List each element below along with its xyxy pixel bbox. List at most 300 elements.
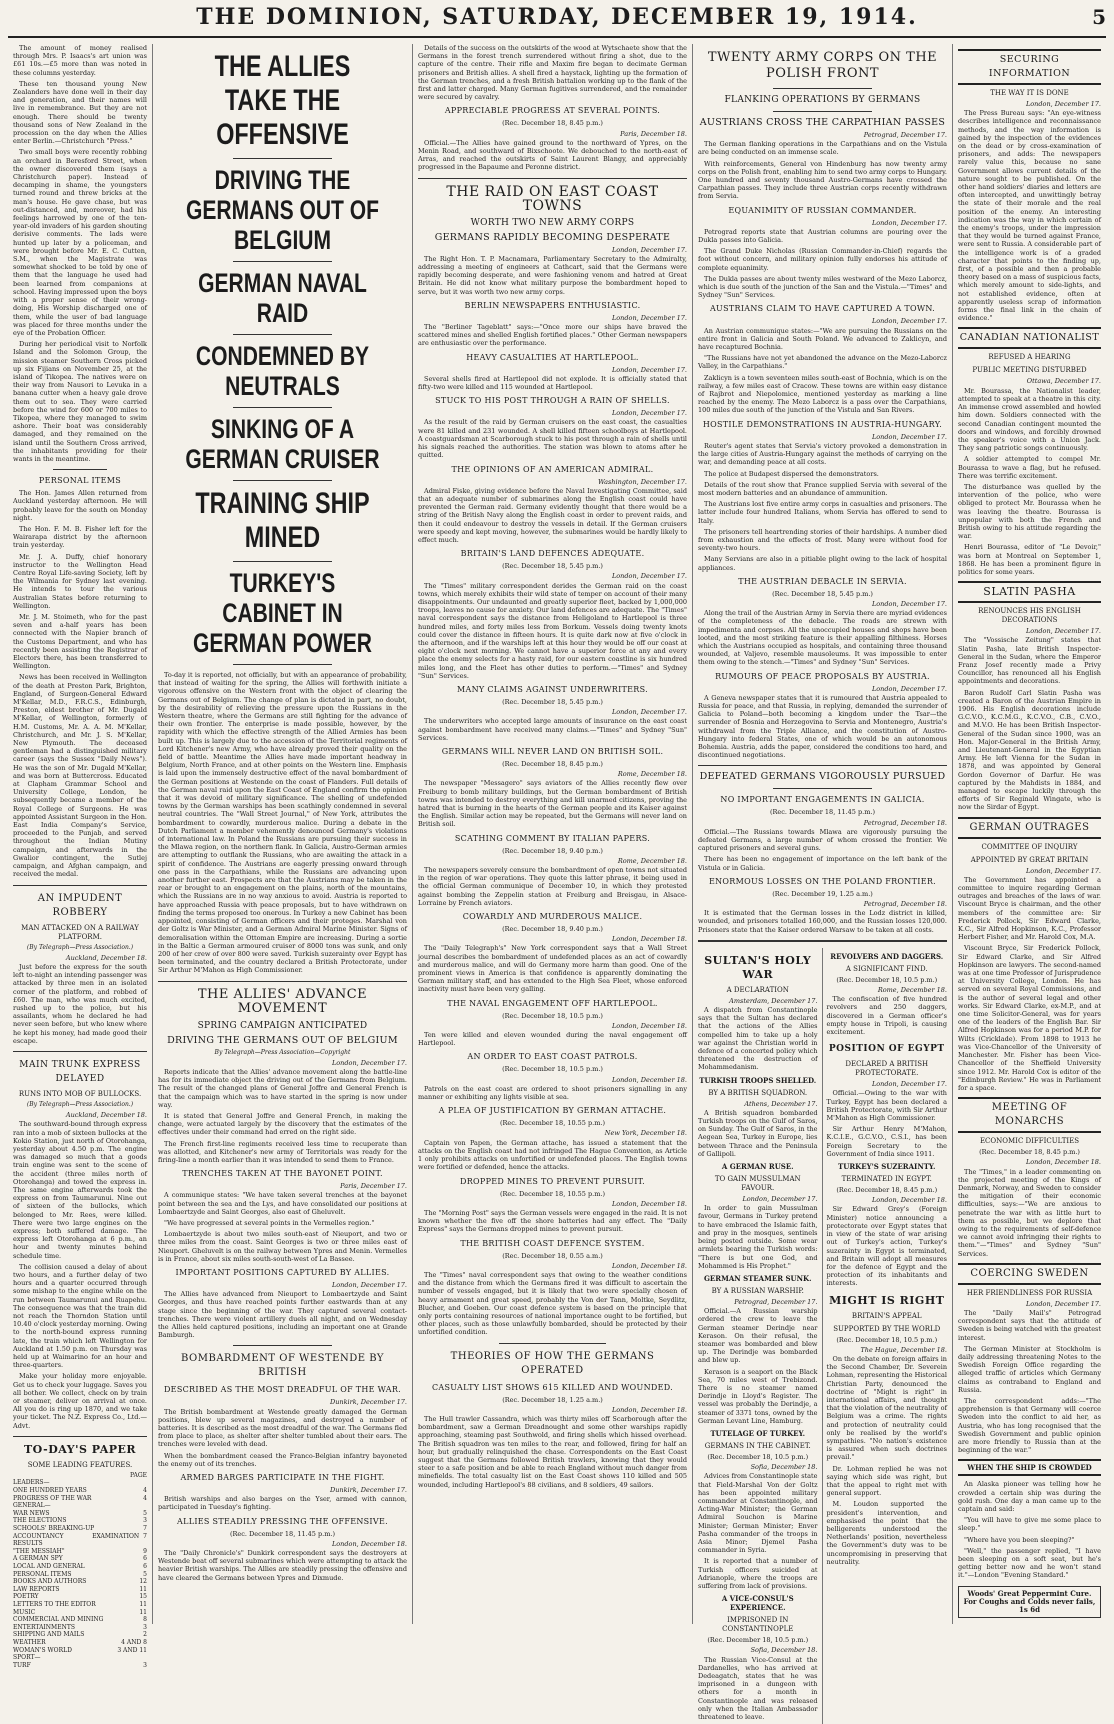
- index-row: [13, 1555, 147, 1563]
- dateline: Petrograd, December 18.: [863, 900, 947, 909]
- index-label-row: PAGE: [130, 1471, 147, 1479]
- index-row: [13, 1510, 147, 1518]
- paragraph: Mr. Bourassa, the Nationalist leader, attempted to speak at a theatre in this city. An immense crowd assembled and howled him down. Soldiers connected with the second Canadian contingent mounted the doors and windows, and forcibly drowned the speaker's voice with a Union Jack. They sang patriotic songs continuously.: [958, 386, 1101, 453]
- divider: [233, 561, 333, 562]
- page-number: 5: [1092, 5, 1106, 29]
- paragraph: When the bombardment ceased the Franco-Belgian infantry bayoneted the enemy out of its trenches.: [158, 1451, 407, 1468]
- article-subheading: A DECLARATION: [726, 985, 789, 994]
- index-item-label: WEATHER: [13, 1638, 46, 1646]
- paragraph: The underwriters who accepted large amounts of insurance on the east coast against bombardment have received many claims.—"Times" and Sydney "Sun" Services.: [418, 717, 687, 742]
- paragraph: There has been no engagement of importance on the left bank of the Vistula or in Galicia.: [698, 855, 947, 872]
- index-item-label: "THE MESSIAH": [13, 1547, 65, 1555]
- dateline: London, December 17.: [331, 1058, 407, 1067]
- article-headline: GERMAN OUTRAGES: [958, 817, 1101, 839]
- paragraph: The Right Hon. T. P. Macnamara, Parliamentary Secretary to the Admiralty, addressing a meeting of engineers at Cathcart, said that the Germans were rapidly becoming desperate, and were fashioning venom and hatred at Great Britain. He did not know what military purpose the bombardment hoped to serve, but it was worth two new army corps.: [418, 254, 687, 296]
- received-line: (Rec. December 18, 10.5 p.m.): [502, 1065, 603, 1074]
- dateline: London, December 18.: [611, 1405, 687, 1414]
- article-subheading: BY A RUSSIAN WARSHIP.: [711, 1286, 804, 1295]
- article-subheading: RENOUNCES HIS ENGLISH DECORATIONS: [978, 607, 1081, 625]
- received-line: (Rec. December 18, 10.55 p.m.): [499, 1189, 605, 1198]
- paragraph: The "Daily Telegraph's" New York correspondent says that a Wall Street journal describes the bombardment of undefended places as an act of cowardly and murderous malice, and will do Germany more harm than good. One of the prominent views in America is that confidence is apparently dominating the German military staff, and has extended to the High Sea Fleet, whose enforced inactivity must have been very galling.: [418, 944, 687, 994]
- dateline: London, December 17.: [1025, 866, 1101, 875]
- index-item-label: ACCOUNTANCY EXAMINATION RESULTS: [13, 1532, 140, 1548]
- dateline: London, December 17.: [871, 684, 947, 693]
- article-subheading: TERMINATED IN EGYPT.: [841, 1175, 932, 1184]
- paragraph: The "Vossische Zeitung" states that Slatin Pasha, late British Inspector-General in the Sudan, where the Emperor Franz Josef recently made a Privy Councillor, has renounced all his English appointments and decorations.: [958, 636, 1101, 686]
- paragraph: The Government has appointed a committee to inquire regarding German outrages and breaches of the laws of war. Viscount Bryce is chairman, and the other members of the committee are: Sir Frederick Pollock, Sir Edward Clarke, K.C., Sir Alfred Hopkinson, K.C., Professor Herbert Fisher, and Mr. Harold Cox, M.A.: [958, 875, 1101, 942]
- index-row: [13, 1548, 147, 1556]
- paragraph: A dispatch from Constantinople says that the Sultan has declared that the actions of the Allies compelled him to take up a holy war against the Christian world in defence of a concerted policy which threatened the destruction of Mohammedanism.: [698, 1006, 818, 1072]
- article-headline: THE ALLIES' ADVANCE MOVEMENT: [197, 986, 368, 1016]
- dateline: Dunkirk, December 17.: [329, 1398, 407, 1407]
- paragraph: Sir Arthur Henry M'Mahon, K.C.I.E., G.C.V.O., C.S.I., has been Foreign Secretary to the Government of India since 1911.: [826, 1125, 947, 1158]
- article-subheading: GERMANS WILL NEVER LAND ON BRITISH SOIL.: [441, 746, 664, 756]
- paragraph: Several shells fired at Hartlepool did not explode. It is officially stated that fifty-two were killed and 115 wounded at Hartlepool.: [418, 374, 687, 392]
- column-2: [153, 44, 413, 1624]
- paragraph: The Hon. James Allen returned from Auckland yesterday afternoon. He will probably leave for the south on Monday night.: [13, 489, 147, 522]
- dateline: Dunkirk, December 17.: [329, 1486, 407, 1495]
- paragraph: The Austrians lost five entire army corps in casualties and prisoners. The latter include four hundred Italians, whom Servia has offered to send to Italy.: [698, 500, 947, 525]
- index-item-page: 12: [139, 1578, 147, 1586]
- article-subheading: TO GAIN MUSSULMAN FAVOUR.: [714, 1175, 801, 1193]
- dateline: London, December 18.: [331, 1539, 407, 1548]
- index-item-page: [143, 1502, 147, 1510]
- index-row: [13, 1525, 147, 1533]
- dateline: Paris, December 18.: [620, 129, 687, 138]
- index-row: [13, 1479, 147, 1487]
- index-item-page: 3 AND 11: [117, 1646, 147, 1654]
- dateline: London, December 18.: [611, 1261, 687, 1270]
- article-subheading: GERMANS IN THE CABINET.: [704, 1441, 811, 1450]
- paragraph: It is reported that a number of Turkish officers suicided at Adrianople, where the troops are suffering from lack of provisions.: [698, 1557, 818, 1590]
- received-line: (Rec. December 18, 0.55 a.m.): [502, 1251, 603, 1260]
- paragraph: Mr. J. A. Duffy, chief honorary instructor to the Wellington Head Centre Royal Life-saving Society, left by the Wilmania for Sydney last evening. He intends to tour the various Australian States before returning to Wellington.: [13, 552, 147, 610]
- article-headline: MAIN TRUNK EXPRESS DELAYED: [19, 1059, 141, 1084]
- article-subheading: APPRECIABLE PROGRESS AT SEVERAL POINTS.: [444, 106, 661, 116]
- article-subheading: APPOINTED BY GREAT BRITAIN: [970, 855, 1089, 864]
- article-subheading: THE AUSTRIAN DEBACLE IN SERVIA.: [738, 576, 907, 586]
- paragraph: Lombaertzyde is about two miles south-east of Nieuport, and two or three miles from the coast. Saint Georges is two or three miles east of Nieuport. Gheluvelt is on the railway between Ypres and Menin. Vermelles is in France, about six miles south-south-west of La Bassee.: [158, 1230, 407, 1263]
- received-line: (Rec. December 18, 10.5 p.m.): [707, 1636, 809, 1645]
- index-item-label: COMMERCIAL AND MINING: [13, 1616, 104, 1624]
- article-subheading: PUBLIC MEETING DISTURBED: [972, 366, 1087, 375]
- lead-paragraph: To-day it is reported, not officially, but with an appearance of probability, that instead of waiting for the spring, the Allies will forthwith initiate a vigorous offensive on the Western front with the object of clearing the Germans out of Belgium. The change of plan is dictated in part, no doubt, by the desirability of relieving the pressure upon the Russians in the Western theatre, where the Germans are still fighting for the advance of their own frontier. The enterprise is made possible, however, by the rapidity with which the effective strength of the Allied Armies has been built up. This is largely due to the accession of the Territorial regiments of Lord Kitchener's new Army, who have already proved their quality on the field of battle. Meantime the Allies have made important headway in Belgium, North France, and at other points on the Western line. Emphasis is laid upon the immensely destructive effect of the naval bombardment of the German positions at Westende on the coast of Flanders. Full details of the German naval raid upon the East Coast of England confirm the opinion that it was devoid of military significance. The shelling of undefended towns by the German warships has been scathingly condemned in several neutral countries. The "Wall Street Journal," of New York, attributes the bombardment to cowardly, murderous malice. During a debate in the Dutch Parliament a member vehemently denounced Germany's violations of international law. In Poland the Russians are pursuing their success in the Mlawa region, on the northern flank. In Galicia, Austro-German armies are attempting to outflank the Russians, who are awaiting the attack in a spirit of confidence. The Austrians are eagerly pressing onward through one pass in the Carpathians, while the Russians are advancing upon another further east. Prospects are that the Austrians may be taken in the rear or brought to an engagement on the plains, north of the mountains, which the Russians are in no way anxious to avoid. Austria is reported to have approached Russia with peace proposals, but to have withdrawn on finding the terms proposed too onerous. In Turkey a new Cabinet has been appointed, consisting of German officers and their proteges. Marshal von der Goltz is War Minister, and a German Admiral Marine Minister. Signs of demoralisation within the Ottoman Empire are increasing. During a sortie in the Baltic a German armoured cruiser of 8000 tons was sunk, and only 200 of her crew of over 800 were saved. Turkish suzerainty over Egypt has been terminated, and the country declared a British Protectorate, under Sir Arthur M'Mahon as High Commissioner.: [158, 671, 407, 975]
- index-row: [13, 1517, 147, 1525]
- divider: [698, 940, 947, 942]
- received-line: (Rec. December 18, 5.45 p.m.): [502, 562, 603, 571]
- dateline: London, December 17.: [742, 1195, 818, 1204]
- divider: [773, 111, 873, 112]
- received-line: (Rec. December 18, 10.55 p.m.): [499, 1119, 605, 1128]
- paragraph: Details of the rout show that France supplied Servia with several of the most modern batteries and an abundance of ammunition.: [698, 480, 947, 497]
- article-subheading: THE NAVAL ENGAGEMENT OFF HARTLEPOOL.: [447, 998, 658, 1008]
- headline-deck: SINKING OF A GERMAN CRUISER: [185, 414, 380, 474]
- divider: [418, 178, 687, 179]
- index-item-page: 3: [143, 1661, 147, 1669]
- paragraph: "The Russians have not yet abandoned the advance on the Mezo-Laborcz Valley, in the Carpathians.": [698, 354, 947, 371]
- paragraph: Two small boys were recently robbing an orchard in Beresford Street, when the owner discovered them (says a Christchurch paper). Instead of decamping in shame, the youngsters turned round and threw bricks at the man's house. He gave chase, but was out-distanced, and, moreover, had his feelings harrowed by one of the ten-year-old invaders of his garden shouting derisive comments. The lads were hunted up later by a policeman, and were brought before Mr. E. C. Cutten, S.M., when the Magistrate was somewhat shocked to be told by one of them that the language he used had been learned from companions at school. Having impressed upon the boys with a proper sense of their wrong-doing, His Worship discharged one of them, while the user of bad language was placed for three months under the eye of the Probation Officer.: [13, 148, 147, 337]
- received-line: (Rec. December 19, 1.25 a.m.): [772, 889, 873, 898]
- paragraph: "We have progressed at several points in the Vermelles region.": [164, 1218, 375, 1227]
- paragraph: A soldier attempted to compel Mr. Bourassa to wave a flag, but he refused. There was terrific excitement.: [958, 455, 1101, 480]
- headline-deck: DRIVING THE GERMANS OUT OF BELGIUM: [185, 165, 380, 255]
- index-item-page: 5: [143, 1509, 147, 1517]
- index-row: [13, 1533, 147, 1548]
- paragraph: The "Daily Mail's" Petrograd correspondent says that the attitude of Sweden is being watched with the greatest interest.: [958, 1308, 1101, 1342]
- dateline: New York, December 18.: [604, 1129, 687, 1138]
- paragraph: Official.—A Russian warship ordered the crew to leave the German steamer Derindje near Kerason. On their refusal, the steamer was bombarded and blew up. The Derindje was bombarded and blew up.: [698, 1307, 818, 1365]
- article-subheading: MANY CLAIMS AGAINST UNDERWRITERS.: [457, 684, 648, 694]
- index-item-label: SHIPPING AND MAILS: [13, 1631, 85, 1639]
- paragraph: Kerason is a seaport on the Black Sea, 70 miles west of Trebizond. There is no steamer named Derindje in Lloyd's Register. The vessel was probably the Derindje, a steamer of 3371 tons, owned by the German Levant Line, Hamburg.: [698, 1367, 818, 1425]
- dateline: London, December 17.: [871, 317, 947, 326]
- article-headline: SECURING INFORMATION: [958, 49, 1101, 85]
- paragraph: It is estimated that the German losses in the Lodz district in killed, wounded, and prisoners totalled 160,000, and the Russian losses 120,000. Prisoners state that the Kaiser ordered Warsaw to be taken at all costs.: [698, 909, 947, 934]
- column-4: [693, 44, 953, 1722]
- dateline: London, December 17.: [871, 218, 947, 227]
- index-item-page: 6: [143, 1555, 147, 1563]
- paragraph: The German flanking operations in the Carpathians and on the Vistula are being conducted on an immense scale.: [698, 140, 947, 157]
- article-subheading: A GERMAN RUSE.: [721, 1162, 794, 1172]
- dateline: London, December 17.: [611, 245, 687, 254]
- index-item-label: LEADERS—: [13, 1479, 50, 1487]
- column-1: [8, 44, 153, 1669]
- dateline: London, December 17.: [871, 599, 947, 608]
- article-headline: SLATIN PASHA: [958, 581, 1101, 603]
- paragraph: The Hon. F. M. B. Fisher left for the Wairarapa district by the afternoon train yesterday.: [13, 524, 147, 550]
- index-row: [13, 1487, 147, 1495]
- received-line: (Rec. December 18, 10.5 p.m.): [707, 1452, 809, 1461]
- paragraph: An Alaska pioneer was telling how he crowded a certain ship was during the gold rush. One day a man came up to the captain and said:: [958, 1480, 1101, 1514]
- article-subheading: A VICE-CONSUL'S EXPERIENCE.: [721, 1594, 794, 1613]
- article-subheading: COMMITTEE OF INQUIRY: [981, 842, 1078, 851]
- dateline: Petrograd, December 18.: [863, 818, 947, 827]
- columns: [8, 44, 1106, 1722]
- paragraph: Ten were killed and eleven wounded during the naval engagement off Hartlepool.: [418, 1031, 687, 1048]
- article-subheading: GERMANS RAPIDLY BECOMING DESPERATE: [434, 231, 671, 243]
- dateline: Washington, December 17.: [597, 477, 687, 486]
- dateline: London, December 17.: [1025, 1299, 1101, 1308]
- paragraph: The disturbance was quelled by the intervention of the police, who were obliged to protect Mr. Bourassa when he was leaving the theatre. Bourassa is unpopular with both the French and British owing to his attitude regarding the war.: [958, 482, 1101, 541]
- divider: [233, 334, 333, 335]
- paragraph: Petrograd reports state that Austrian columns are pouring over the Dukla passes into Galicia.: [698, 227, 947, 245]
- article-subheading: MAN ATTACKED ON A RAILWAY PLATFORM.: [21, 923, 139, 941]
- index-row: [13, 1586, 147, 1594]
- received-line: (Rec. December 18, 11.45 p.m.): [229, 1529, 335, 1538]
- index-item-page: 4 AND 8: [121, 1638, 147, 1646]
- dateline: The Hague, December 18.: [860, 1345, 947, 1354]
- divider: [499, 1343, 607, 1344]
- paragraph: Just before the express for the south left to-night an intending passenger was attacked by three men in an isolated corner of the platform, and robbed of £60. The man, who was much excited, rushed up to the police, but his assailants, whom he declared he had never seen before, but who knew where he kept his money, had made good their escape.: [13, 962, 147, 1045]
- index-row: [13, 1647, 147, 1655]
- article-headline: MIGHT IS RIGHT: [829, 1293, 945, 1307]
- index-item-label: SCHOOLS' BREAKING-UP: [13, 1525, 95, 1533]
- paragraph: "Where have you been sleeping?": [964, 1535, 1075, 1544]
- dateline: London, December 17.: [611, 365, 687, 374]
- headline-deck: GERMAN NAVAL RAID: [198, 268, 367, 328]
- dateline: Petrograd, December 17.: [863, 131, 947, 139]
- paragraph: Dr. Lohman replied he was not saying which side was right, but that the appeal to right met with general support.: [826, 1464, 947, 1498]
- paragraph: Advices from Constantinople state that Field-Marshal Von der Goltz has been appointed military commander at Constantinople, and Acting-War Minister; the German Admiral Souchon is Marine Minister; German Minister; Enver Pasha commander of the troops in Asia Minor; Djemel Pasha commander in Syria.: [698, 1472, 818, 1555]
- index-item-label: WAR NEWS: [13, 1509, 50, 1517]
- article-subheading: COWARDLY AND MURDEROUS MALICE.: [462, 912, 643, 922]
- received-line: (Rec. December 18, 10.5 p.m.): [836, 975, 938, 984]
- article-subheading: STUCK TO HIS POST THROUGH A RAIN OF SHELLS.: [435, 396, 670, 406]
- index-item-page: 7: [143, 1525, 147, 1533]
- divider: [233, 480, 333, 481]
- index-item-label: MUSIC: [13, 1608, 36, 1616]
- paragraph: The "Morning Post" says the German vessels were engaged in the raid. It is not known whether the five off the shore batteries had any effect. The "Daily Express" says the Germans dropped mines to prevent pursuit.: [418, 1208, 687, 1234]
- divider: [698, 765, 947, 766]
- dateline: London, December 17.: [611, 409, 687, 418]
- received-line: (Rec. December 18, 8.45 p.m.): [979, 1148, 1080, 1157]
- index-row: [13, 1578, 147, 1586]
- article-subheading: DESCRIBED AS THE MOST DREADFUL OF THE WAR.: [163, 1385, 402, 1395]
- article-subheading: HER FRIENDLINESS FOR RUSSIA: [966, 1288, 1093, 1297]
- paragraph: A communique states: "We have taken several trenches at the bayonet point between the sea and the Lys, and have consolidated our positions at Lombaertzyde and Saint Georges, also east of Gheluvelt.: [158, 1191, 407, 1216]
- divider: [233, 1345, 333, 1346]
- received-line: (Rec. December 18, 9.40 p.m.): [502, 925, 603, 934]
- section-heading: PERSONAL ITEMS: [38, 476, 122, 486]
- article-subheading: AUSTRIANS CLAIM TO HAVE CAPTURED A TOWN.: [709, 304, 936, 314]
- paragraph: The British bombardment at Westende greatly damaged the German positions, blew up several magazines, and destroyed a number of batteries. It is described as the most dreadful of the war. The Germans fled from place to place, as shelter after shelter tumbled about their ears. The trenches were leveled with dead.: [158, 1407, 407, 1449]
- index-row: [13, 1609, 147, 1617]
- paragraph: The French first-line regiments received less time to recuperate than was allotted, and Kitchener's new army of Territorials was ready for the firing-line a month earlier than it was intended to send them to France.: [158, 1139, 407, 1164]
- article-subheading: THE WAY IT IS DONE: [990, 89, 1069, 97]
- article-subheading: RUNS INTO MOB OF BULLOCKS.: [18, 1089, 142, 1098]
- paragraph: Many Servians are also in a pitiable plight owing to the lack of hospital appliances.: [698, 555, 947, 572]
- article-subheading: AN ORDER TO EAST COAST PATROLS.: [467, 1052, 638, 1062]
- received-line: (Rec. December 18, 8.45 p.m.): [502, 759, 603, 768]
- article-headline: BOMBARDMENT OF WESTENDE BY BRITISH: [181, 1353, 384, 1379]
- paragraph: The Russian Vice-Consul at the Dardanelles, who has arrived at Dedeagatch, states that he was imprisoned in a dungeon with others for a month in Constantinople and was released only when the Italian Ambassador threatened to leave.: [698, 1655, 818, 1722]
- index-row: [13, 1601, 147, 1609]
- received-line: (Rec. December 18, 8.45 p.m.): [502, 119, 603, 128]
- article-subheading: A PLEA OF JUSTIFICATION BY GERMAN ATTACHE.: [438, 1106, 667, 1116]
- article-subheading: ALLIES STEADILY PRESSING THE OFFENSIVE.: [177, 1516, 388, 1526]
- article-subheading: CASUALTY LIST SHOWS 615 KILLED AND WOUNDED.: [431, 1382, 674, 1392]
- article-subheading: IMPRISONED IN CONSTANTINOPLE: [722, 1616, 794, 1634]
- paragraph: The police at Budapest dispersed the demonstrators.: [704, 469, 879, 478]
- dateline: Amsterdam, December 17.: [729, 996, 818, 1005]
- index-item-label: GENERAL—: [13, 1502, 51, 1510]
- paragraph: The southward-bound through express ran into a mob of sixteen bullocks at the Kokio Station, just north of Otorohanga, yesterday about 4.50 p.m. The engine was damaged so much that a goods train engine was sent to the scene of the accident (three miles north of Otorohanga) and towed the express in. The same engine afterwards took the express on from Taumarunui. Nine out of sixteen of the bullocks, which belonged to Mr. Rees, were killed. There were two large engines on the express; both suffered damage. The express left Otorohanga at 6 p.m., an hour and twenty minutes behind schedule time.: [13, 1120, 147, 1260]
- paragraph: These ten thousand young New Zealanders have done well in their day and generation, and their names will live in remembrance. But they are not enough. There should be twenty thousand sons of New Zealand in the procession on the day when the Allies enter Berlin.—Christchurch "Press.": [13, 79, 147, 146]
- divider: [773, 788, 873, 789]
- paragraph: British warships and also barges on the Yser, armed with cannon, participated in Tuesday's fighting.: [158, 1495, 407, 1512]
- index-item-label: THE ELECTIONS: [13, 1517, 67, 1525]
- article-subheading: BRITAIN'S APPEAL: [851, 1311, 922, 1320]
- dateline: London, December 17.: [611, 572, 687, 581]
- index-item-label: PERSONAL ITEMS: [13, 1570, 72, 1578]
- index-item-label: PROGRESS OF THE WAR: [13, 1494, 92, 1502]
- divider: [53, 469, 107, 470]
- paragraph: A British squadron bombarded Turkish troops on the Gulf of Saros, on Sunday. The Gulf of Saros, in the Aegean Sea, Turkey in Europe, lies between Thrace and the Peninsula of Gallipoli.: [698, 1108, 818, 1158]
- received-line: (Rec. December 18, 8.45 p.m.): [836, 1186, 938, 1195]
- index-item-label: ONE HUNDRED YEARS: [13, 1487, 87, 1495]
- index-item-label: POETRY: [13, 1593, 39, 1601]
- main-headline: THE ALLIES TAKE THE OFFENSIVE: [214, 50, 351, 151]
- index-row: [13, 1593, 147, 1601]
- paragraph: The "Daily Chronicle's" Dunkirk correspondent says the destroyers at Westende beat off several submarines which were attempting to attack the heavier British warships. The Allies are steadily pressing the offensive and have cleared the Germans between Ypres and Dixmude.: [158, 1549, 407, 1582]
- paragraph: Make your holiday more enjoyable. Get us to check your luggage. Saves you all bother. We collect, check on by train or steamer, deliver on arrival at once. All you do is ring up 1870, and we take your ticket. The N.Z. Express Co., Ltd.—Advt.: [13, 1372, 147, 1430]
- divider: [13, 1436, 147, 1437]
- dateline: London, December 17.: [611, 708, 687, 717]
- index-item-page: 5: [143, 1570, 147, 1578]
- index-item-page: 4: [143, 1487, 147, 1495]
- article-subheading: DROPPED MINES TO PREVENT PURSUIT.: [460, 1176, 645, 1186]
- article-headline: SULTAN'S HOLY WAR: [704, 953, 812, 981]
- index-row: [13, 1502, 147, 1510]
- paragraph: Official.—The Allies have gained ground to the northward of Ypres, on the Menin Road, and southward of Bixschoote. We debouched to the north-east of Arras, and reached the outskirts of Saint Laurent Blangy, and appreciably progressed in the Bapaume and Peronne district.: [418, 138, 687, 172]
- article-subheading: EQUANIMITY OF RUSSIAN COMMANDER.: [728, 205, 917, 215]
- index-item-label: TURF: [13, 1661, 31, 1669]
- sub-column-right: [823, 948, 948, 1724]
- paragraph: The German Minister at Stockholm is daily addressing threatening Notes to the Swedish Foreign Office regarding the alleged traffic of articles which Germany claims as contraband to England and Russia.: [958, 1344, 1101, 1394]
- paragraph: The "Berliner Tageblatt" says:—"Once more our ships have braved the scattered mines and shelled English fortified places." Other German newspapers are enthusiastic over the performance.: [418, 323, 687, 348]
- paragraph: The amount of money realised through Mrs. P. Isaacs's art union was £61 10s.—£5 more than was noted in these columns yesterday.: [13, 44, 147, 77]
- article-subheading: SPRING CAMPAIGN ANTICIPATED: [197, 1020, 368, 1031]
- headline-deck: TRAINING SHIP MINED: [195, 487, 370, 554]
- dateline: Sofia, December 18.: [750, 1463, 818, 1472]
- paragraph: The newspapers severely censure the bombardment of open towns not situated in the region of war operations. They quote this latter phrase, it being used in the official German communique of December 10, in which they protested against bombing the Zeppelin station at Freiburg and Breisgau, in Alsace-Lorraine by French aviators.: [418, 866, 687, 907]
- article-subheading: NO IMPORTANT ENGAGEMENTS IN GALICIA.: [720, 795, 925, 805]
- index-item-page: [143, 1654, 147, 1662]
- paragraph: Mr. J. M. Stoimeth, who for the past seven and a-half years has been connected with the Napier branch of the Customs Department, and who has recently been assisting the Registrar of Electors there, has been transferred to Wellington.: [13, 613, 147, 671]
- dateline: London, December 18.: [611, 1021, 687, 1030]
- article-headline: COERCING SWEDEN: [958, 1263, 1101, 1285]
- index-item-page: 3: [143, 1623, 147, 1631]
- index-item-label: LOCAL AND GENERAL: [13, 1562, 85, 1570]
- paragraph: Reuter's agent states that Servia's victory provoked a demonstration in the large cities of Austria-Hungary against the methods of carrying on the war, and demanding peace at all costs.: [698, 441, 947, 467]
- paragraph: Henri Bourassa, editor of "Le Devoir," was born at Montreal on September 1, 1868. He has been a prominent figure in politics for some years.: [958, 543, 1101, 576]
- index-item-page: 9: [143, 1547, 147, 1555]
- paragraph: On the debate on foreign affairs in the Second Chamber, Dr. Severein Lohman, representing the Historical Christian Party, denounced the doctrine of "Might is right" in international affairs, and thought that the violation of the neutrality of Belgium was a crime. The rights and protection of neutrality could only be realised by the world's sympathies. "No nation's existence is assured when such doctrines prevail.": [826, 1354, 947, 1462]
- article-subheading: BY A BRITISH SQUADRON.: [708, 1088, 808, 1097]
- index-item-label: LETTERS TO THE EDITOR: [13, 1600, 96, 1608]
- paragraph: Patrols on the east coast are ordered to shoot prisoners signalling in any manner or exhibiting any lights visible at sea.: [418, 1084, 687, 1102]
- index-item-label: SPORT—: [13, 1654, 41, 1662]
- paragraph: The Grand Duke Nicholas (Russian Commander-in-Chief) regards the foot without concern, and military opinion fully endorses his attitude of complete equanimity.: [698, 247, 947, 272]
- paragraph: The prisoners tell heartrending stories of their hardships. A number died from exhaustion and the effects of frost. Many were without food for seventy-two hours.: [698, 527, 947, 553]
- sub-column-left: [698, 948, 823, 1724]
- article-headline: AN IMPUDENT ROBBERY: [37, 892, 123, 918]
- dateline: London, December 17.: [1025, 627, 1101, 636]
- received-line: (Rec. December 18, 11.45 p.m.): [769, 808, 875, 817]
- received-line: (Rec. December 18, 10.5 p.m.): [836, 1335, 938, 1344]
- index-item-page: 15: [139, 1593, 147, 1601]
- index-item-label: ENTERTAINMENTS: [13, 1623, 75, 1631]
- index-item-page: 11: [139, 1600, 147, 1608]
- article-subheading: TURKISH TROOPS SHELLED.: [699, 1075, 817, 1085]
- divider: [13, 885, 147, 886]
- paragraph: The newspaper "Messagero" says aviators of the Allies recently flew over Freiburg to bomb military buildings, but the German bombardment of British towns was intended to destroy everything and kill unarmed citizens, proving the hatred that is burning in the hearts of the German people and its Kaiser against the English. Similar action may be repeated, but the Germans will never land on British soil.: [418, 779, 687, 829]
- paragraph: Official.—Owing to the war with Turkey, Egypt has been declared a British Protectorate, with Sir Arthur M'Mahon as High Commissioner.: [826, 1089, 947, 1123]
- index-item-label: LAW REPORTS: [13, 1585, 60, 1593]
- article-headline: TO-DAY'S PAPER: [23, 1442, 137, 1456]
- paragraph: The collision caused a delay of about two hours, and a further delay of two hours and a quarter occurred through some mishap to the engine while on the run between Taumarunui and Ruapehu. The consequence was that the train did not reach the Thorndon Station until 10.40 o'clock yesterday morning. Owing to the north-bound express running late, the train which left Wellington for Auckland at 1.50 p.m. on Thursday was held up at Waimarino for an hour and three-quarters.: [13, 1262, 147, 1370]
- paragraph: The "Times" military correspondent derides the German raid on the coast towns, which merely exhibits their wild state of temper on account of their many disappointments. Our undaunted and greatly superior fleet, backed by 1,000,000 troops, leaves no cause for anxiety. Our land defences are adequate. The "Times" naval correspondent says the distance from Heligoland to Hartlepool is three hundred miles, and forty miles less from Borkum. Vessels doing twenty knots could cover the distance in fifteen hours. It is quite dark now at five o'clock in the afternoon, and if the warships left at this hour they would be off our coast at eight o'clock next morning. We cannot have a superior force at any and every place the enemy selects for a hasty raid, for our eastern coastline is six hundred miles long, and the Fleet has other duties to perform.—"Times" and Sydney "Sun" Services.: [418, 581, 687, 680]
- divider: [233, 664, 333, 665]
- paragraph: Along the trail of the Austrian Army in Servia there are myriad evidences of the completeness of the debacle. The roads are strewn with impedimenta and corpses. All the unoccupied houses and shops have been looted, and the most striking feature is their appalling filthiness. Horses which the Austrians occupied as hospitals, and containing three thousand wounded, at Valjevo, resemble mausoleums. It was impossible to enter them owing to the stench.—"Times" and Sydney "Sun" Services.: [698, 609, 947, 667]
- index-row: [13, 1654, 147, 1662]
- index-row: [13, 1624, 147, 1632]
- credit-line: (By Telegraph—Press Association.): [26, 1100, 134, 1108]
- index-item-page: 11: [139, 1608, 147, 1616]
- article-headline: POSITION OF EGYPT: [828, 1044, 945, 1055]
- article-subheading: ECONOMIC DIFFICULTIES: [979, 1137, 1080, 1146]
- paragraph: The Press Bureau says: "An eye-witness describes intelligence and reconnaissance methods, and the way information is gained by the inspection of the evidences on the dead or by cross-examination of prisoners, and adds: The newspapers rarely value this, because no sane Government allows current details of the nature sought to be published. On the other hand soldiers' diaries and letters are often intercepted, and unwittingly betray the state of their morale and the real position of the enemy. An interesting indication was the way in which certain of the enemy's troops, under the impression that they would be turned against France, were sent to Russia. A considerable part of the intelligence work is of a graded character that points to the finding up, first, of a possible and then a probable theory based on a mass of suspicious facts, which merely amount to side-lights, and not established evidence, often at apparently useless scrap of information forms the final link in the chain of evidence.": [958, 109, 1101, 323]
- article-subheading: SUPPORTED BY THE WORLD: [833, 1324, 941, 1333]
- article-subheading: TUTELAGE OF TURKEY.: [710, 1428, 806, 1438]
- paragraph: Details of the success on the outskirts of the wood at Wytschaete show that the Germans in the forest trench surrendered without firing a shot, due to the capture of the centre. Their rifle and Maxim fire began to decimate German prisoners and British allies. A shell fired a haystack, lighting up the formation of the German trenches, and a fresh British battalion working up to the flank of the first and latter charged. Many German fugitives surrendered, and the remainder were secured by cavalry.: [418, 44, 687, 102]
- dateline: London, December 18.: [611, 1075, 687, 1084]
- dateline: London, December 18.: [611, 935, 687, 944]
- index-row: [13, 1662, 147, 1670]
- dateline: Paris, December 17.: [340, 1182, 407, 1191]
- paragraph: Baron Rudolf Carl Slatin Pasha was created a Baron of the Austrian Empire in 1906. His English decorations include G.C.V.O., K.C.M.G., K.C.V.O., C.B., C.V.O., and M.V.O. He has been British Inspector-General of the Sudan since 1900, was an Hon. Major-General in the British Army, and Lieutenant-General in the Egyptian Army. He left Vienna for the Sudan in 1878, and was appointed by General Gordon Governor of Darfur. He was captured by the Mahdists in 1884, and managed to escape luckily through the efforts of Sir Reginald Wingate, who is now the Sirdar of Egypt.: [958, 688, 1101, 812]
- article-headline: MEETING OF MONARCHS: [958, 1097, 1101, 1133]
- paragraph: With reinforcements, General von Hindenburg has now twenty army corps on the Polish front, enabling him to send two army corps to Hungary. One hundred and seventy thousand Austro-Germans have crossed the Carpathian passes. They include three Austrian corps recently withdrawn from Servia.: [698, 159, 947, 201]
- column-3: [413, 44, 693, 1624]
- dateline: London, December 17.: [611, 313, 687, 322]
- paragraph: A Geneva newspaper states that it is rumoured that Austria appealed to Russia for peace, and that Russia, in replying, demanded the surrender of Galicia to Poland—both becoming a kingdom under the Tsar—the surrender of Bosnia and Herzegovina to Servia and Montenegro, Austria's withdrawal from the Triple Alliance, and the constitution of Austro-Hungary into federal States, one of which would be an autonomous Bohemia. Austria, adds the paper, considered the conditions too hard, and discontinued negotiations.: [698, 693, 947, 760]
- paragraph: The Hull trawler Cassandra, which was thirty miles off Scarborough after the bombardment, saw a German Dreadnought and some other warships rapidly approaching, steaming past Southwold, and firing shells which hissed overhead. The British squadron was ten miles to the rear, and followed, firing for half an hour, but gradually relinquished the chase. Correspondents on the East Coast suggest that the Germans followed British trawlers, knowing that they would steer to a safe position and be able to reach England without much danger from minefields. The total casualty list on the East Coast shows 110 killed and 505 wounded, including Hartlepool's 88 civilians, and 8 soldiers, 49 sailors.: [418, 1414, 687, 1489]
- paragraph: It is stated that General Joffre and General French, in making the change, were actuated largely by the discovery that the estimates of the effectives under their command had erred on the right side.: [158, 1111, 407, 1137]
- divider: [233, 407, 333, 408]
- article-subheading: SOME LEADING FEATURES.: [27, 1460, 133, 1469]
- dateline: London, December 17.: [871, 432, 947, 441]
- dateline: Rome, December 18.: [617, 856, 687, 865]
- received-line: (Rec. December 18, 5.45 p.m.): [502, 697, 603, 706]
- feature-index: [13, 1479, 147, 1669]
- index-item-page: [143, 1479, 147, 1487]
- paragraph: In order to gain Mussulman favour, Germans in Turkey pretend to have embraced the Islamic faith, and pray in the mosques, sentinels being posted outside. Some wear armlets bearing the Turkish words: "There is but one God, and Mohammed is His Prophet.": [698, 1204, 818, 1270]
- index-item-page: 11: [139, 1585, 147, 1593]
- paragraph: Admiral Fiske, giving evidence before the Naval Investigating Committee, said that an adequate number of submarines along the English coast could have prevented the German raid. Germany evidently thought that there would be a string of the British Navy along the English coast in order to prevent raids, and then it could endeavour to destroy the vessels in detail. If the German cruisers were speedy and kept moving, however, the submarines would be hardly likely to effect much.: [418, 486, 687, 544]
- index-item-page: 4: [143, 1494, 147, 1502]
- dateline: London, December 18.: [871, 1196, 947, 1205]
- article-subheading: HEAVY CASUALTIES AT HARTLEPOOL.: [466, 352, 639, 362]
- index-row: [13, 1631, 147, 1639]
- divider: [158, 981, 407, 982]
- divider: [233, 158, 333, 159]
- article-subheading: WORTH TWO NEW ARMY CORPS: [470, 217, 635, 228]
- divider: [773, 88, 873, 89]
- paragraph: Reports indicate that the Allies' advance movement along the battle-line has for its immediate object the driving out of the Germans from Belgium. The result of the changed plans of General Joffre and General French is that the campaign which was to have started in the spring is now under way.: [158, 1067, 407, 1109]
- paragraph: The correspondent adds:—"The apprehension is that Germany will coerce Sweden into the conflict to aid her, as Austria, who has long recognised that the Swedish Government and public opinion are more friendly to Russia than at the beginning of the war.": [958, 1396, 1101, 1455]
- article-subheading: ARMED BARGES PARTICIPATE IN THE FIGHT.: [180, 1473, 385, 1483]
- index-item-page: 7: [143, 1532, 147, 1540]
- advertisement: Woods' Great Peppermint Cure. For Coughs and Colds never fails, 1s 6d: [958, 1586, 1101, 1619]
- index-item-page: 8: [143, 1616, 147, 1624]
- dateline: Ottawa, December 17.: [1026, 377, 1101, 386]
- paragraph: "You will have to give me some place to sleep.": [958, 1516, 1101, 1533]
- article-subheading: GERMAN STEAMER SUNK.: [703, 1273, 812, 1283]
- dateline: Athens, December 17.: [744, 1099, 818, 1108]
- paragraph: The "Times," in a leader commenting on the projected meeting of the Kings of Denmark, Norway, and Sweden to consider the mitigation of their economic difficulties, says:—"We are anxious to penetrate the war with as little hurt to them as possible, but we deplore that owing to the requirements of self-defence we cannot avoid infringing their rights to them."—"Times" and Sydney "Sun" Services.: [958, 1167, 1101, 1258]
- article-subheading: THE OPINIONS OF AN AMERICAN ADMIRAL.: [451, 464, 654, 474]
- article-subheading: RUMOURS OF PEACE PROPOSALS BY AUSTRIA.: [715, 671, 930, 681]
- article-headline: CANADIAN NATIONALIST: [958, 327, 1101, 349]
- index-item-label: A GERMAN SPY: [13, 1555, 63, 1563]
- received-line: (Rec. December 18, 10.5 p.m.): [502, 1011, 603, 1020]
- article-subheading: REFUSED A HEARING: [988, 353, 1071, 362]
- article-subheading: A SIGNIFICANT FIND.: [845, 964, 928, 973]
- article-subheading: TURKEY'S SUZERAINTY.: [838, 1162, 936, 1172]
- received-line: (Rec. December 18, 9.40 p.m.): [502, 846, 603, 855]
- received-line: (Rec. December 18, 5.45 p.m.): [772, 589, 873, 598]
